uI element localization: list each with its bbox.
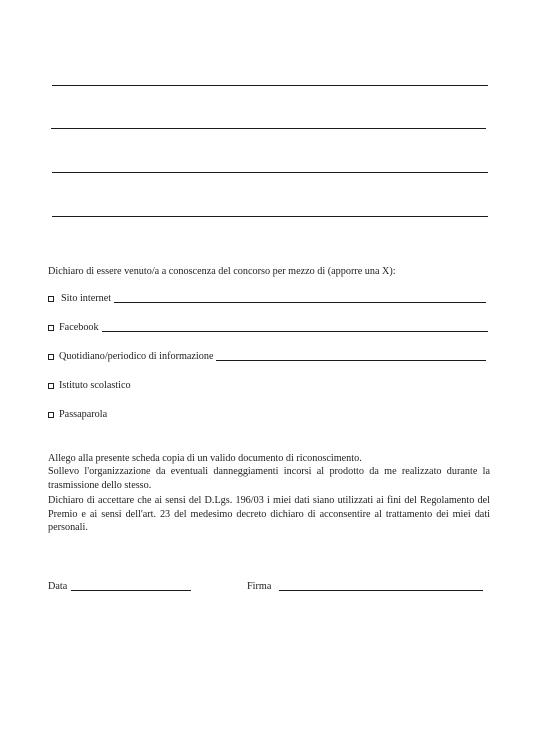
option-quotidiano[interactable] <box>48 350 486 363</box>
declaration-privacy: Dichiaro di accettare che ai sensi del D.Lgs. 196/03 i miei dati siano utilizzati ai fini del Regolamento del Premio e ai sensi dell'art. 23 del medesimo decreto dichiaro di acconsentire al trattamento dei miei dati personali. <box>48 495 490 534</box>
date-field[interactable] <box>48 580 191 593</box>
checkbox-icon[interactable] <box>48 325 54 331</box>
option-passaparola[interactable] <box>48 408 107 421</box>
option-label: Sito internet <box>61 293 112 304</box>
option-label: Facebook <box>59 322 99 333</box>
signature-write-line[interactable] <box>279 590 483 591</box>
declaration-liability: Sollevo l'organizzazione da eventuali danneggiamenti incorsi al prodotto da me realizzato durante la trasmissione dello stesso. <box>48 466 490 491</box>
option-write-line[interactable] <box>114 302 486 303</box>
blank-line-1[interactable] <box>52 85 488 86</box>
option-label: Passaparola <box>59 409 108 420</box>
signature-field[interactable] <box>247 580 483 593</box>
blank-line-3[interactable] <box>52 172 488 173</box>
checkbox-icon[interactable] <box>48 354 54 360</box>
option-sito-internet[interactable] <box>48 292 486 305</box>
option-label: Istituto scolastico <box>59 380 131 391</box>
date-write-line[interactable] <box>71 590 191 591</box>
checkbox-icon[interactable] <box>48 412 54 418</box>
option-write-line[interactable] <box>102 331 488 332</box>
checkbox-icon[interactable] <box>48 296 54 302</box>
survey-intro: Dichiaro di essere venuto/a a conoscenza del concorso per mezzo di (apporre una X): <box>48 266 396 277</box>
checkbox-icon[interactable] <box>48 383 54 389</box>
blank-line-4[interactable] <box>52 216 488 217</box>
declaration-document-copy: Allego alla presente scheda copia di un valido documento di riconoscimento. <box>48 453 362 464</box>
blank-line-2[interactable] <box>51 128 486 129</box>
option-write-line[interactable] <box>216 360 486 361</box>
option-facebook[interactable] <box>48 321 488 334</box>
signature-label: Firma <box>247 581 272 592</box>
date-label: Data <box>48 581 68 592</box>
option-istituto-scolastico[interactable] <box>48 379 131 392</box>
option-label: Quotidiano/periodico di informazione <box>59 351 214 362</box>
